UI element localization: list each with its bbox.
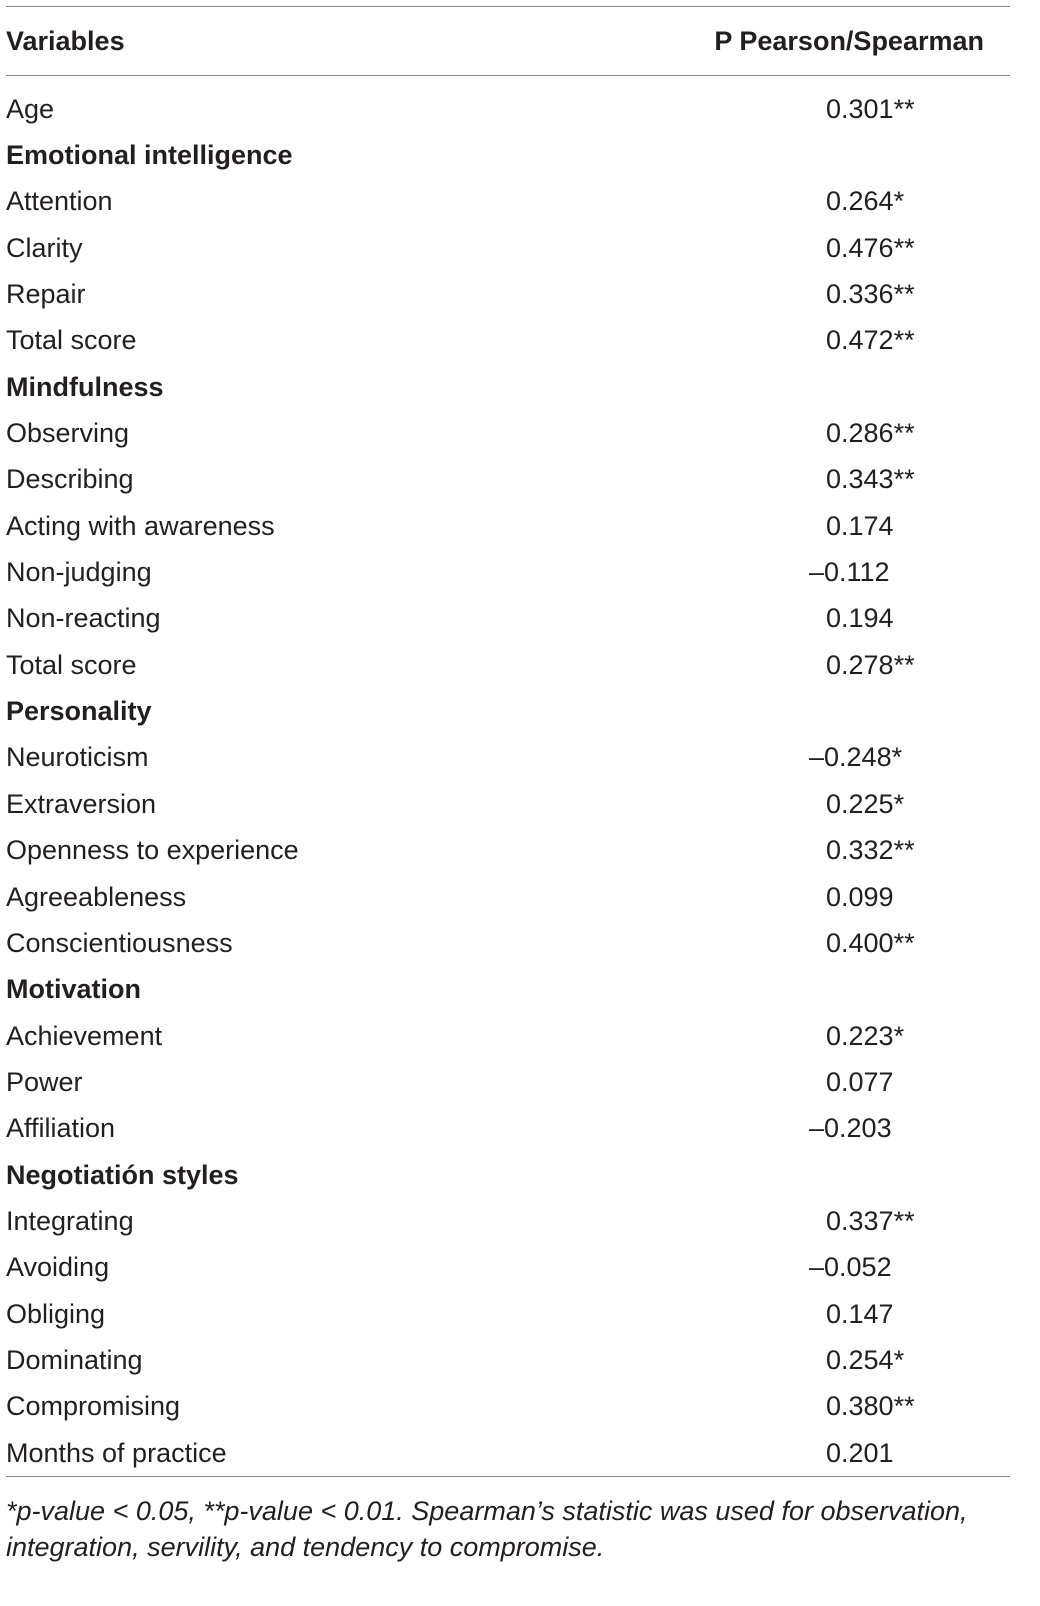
table-row xyxy=(6,828,1010,874)
variable-label: Non-judging xyxy=(6,557,152,588)
correlation-value: 0.380** xyxy=(826,1391,915,1422)
correlation-value: 0.472** xyxy=(826,325,915,356)
variable-label: Obliging xyxy=(6,1298,106,1329)
variable-label: Avoiding xyxy=(6,1252,110,1283)
section-row xyxy=(6,132,1010,178)
section-row xyxy=(6,967,1010,1013)
variable-label: Agreeableness xyxy=(6,881,187,912)
variable-label: Affiliation xyxy=(6,1113,116,1144)
table-row xyxy=(6,549,1010,595)
variable-label: Observing xyxy=(6,418,130,449)
variable-label: Integrating xyxy=(6,1205,134,1236)
table-row xyxy=(6,503,1010,549)
variable-label: Achievement xyxy=(6,1020,163,1051)
correlation-value: –0.203 xyxy=(809,1113,892,1144)
variable-label: Extraversion xyxy=(6,788,157,819)
correlation-value: 0.174 xyxy=(826,510,894,541)
table-row xyxy=(6,735,1010,781)
section-row xyxy=(6,1152,1010,1198)
section-label: Emotional intelligence xyxy=(6,140,293,171)
variable-label: Power xyxy=(6,1066,83,1097)
table-row xyxy=(6,1013,1010,1059)
variable-label: Describing xyxy=(6,464,134,495)
variable-label: Attention xyxy=(6,186,113,217)
table-body xyxy=(6,76,1010,1476)
table-row xyxy=(6,1245,1010,1291)
variable-label: Neuroticism xyxy=(6,742,149,773)
header-statistic: P Pearson/Spearman xyxy=(714,25,984,56)
table-footnote: *p-value < 0.05, **p-value < 0.01. Spearman’s statistic was used for observation, integration, servility, and tendency to compromise. xyxy=(6,1496,968,1563)
correlation-value: 0.336** xyxy=(826,279,915,310)
correlation-value: 0.147 xyxy=(826,1298,894,1329)
section-label: Mindfulness xyxy=(6,371,164,402)
table-row xyxy=(6,179,1010,225)
correlation-value: 0.223* xyxy=(826,1020,905,1051)
table-row xyxy=(6,781,1010,827)
section-label: Personality xyxy=(6,696,152,727)
table-row xyxy=(6,596,1010,642)
table-row xyxy=(6,1430,1010,1476)
correlation-value: 0.343** xyxy=(826,464,915,495)
correlation-value: 0.264* xyxy=(826,186,905,217)
table-row xyxy=(6,318,1010,364)
correlation-value: –0.248* xyxy=(809,742,903,773)
correlation-table xyxy=(6,6,1010,1565)
variable-label: Clarity xyxy=(6,232,83,263)
variable-label: Repair xyxy=(6,279,86,310)
table-row xyxy=(6,874,1010,920)
correlation-value: 0.332** xyxy=(826,835,915,866)
variable-label: Conscientiousness xyxy=(6,927,233,958)
section-row xyxy=(6,688,1010,734)
variable-label: Compromising xyxy=(6,1391,181,1422)
variable-label: Acting with awareness xyxy=(6,510,275,541)
variable-label: Openness to experience xyxy=(6,835,299,866)
table-row xyxy=(6,1198,1010,1244)
section-label: Negotiatión styles xyxy=(6,1159,239,1190)
table-row xyxy=(6,920,1010,966)
correlation-value: 0.194 xyxy=(826,603,894,634)
table-row xyxy=(6,457,1010,503)
table-row xyxy=(6,642,1010,688)
correlation-value: 0.476** xyxy=(826,232,915,263)
table-row xyxy=(6,271,1010,317)
variable-label: Dominating xyxy=(6,1344,143,1375)
correlation-value: 0.099 xyxy=(826,881,894,912)
variable-label: Total score xyxy=(6,649,137,680)
bottom-rule xyxy=(6,1476,1010,1477)
header-variables: Variables xyxy=(6,25,125,56)
correlation-value: 0.077 xyxy=(826,1066,894,1097)
variable-label: Age xyxy=(6,93,55,124)
correlation-value: –0.052 xyxy=(809,1252,892,1283)
variable-label: Months of practice xyxy=(6,1437,227,1468)
section-row xyxy=(6,364,1010,410)
table-row xyxy=(6,1106,1010,1152)
table-row xyxy=(6,1059,1010,1105)
variable-label: Total score xyxy=(6,325,137,356)
table-row xyxy=(6,1291,1010,1337)
correlation-value: 0.286** xyxy=(826,418,915,449)
correlation-value: 0.201 xyxy=(826,1437,894,1468)
correlation-value: 0.254* xyxy=(826,1344,905,1375)
table-row xyxy=(6,225,1010,271)
section-label: Motivation xyxy=(6,974,141,1005)
table-row xyxy=(6,1384,1010,1430)
correlation-value: 0.225* xyxy=(826,788,905,819)
correlation-value: 0.278** xyxy=(826,649,915,680)
correlation-value: 0.400** xyxy=(826,927,915,958)
table-row xyxy=(6,86,1010,132)
correlation-value: 0.337** xyxy=(826,1205,915,1236)
variable-label: Non-reacting xyxy=(6,603,161,634)
correlation-value: –0.112 xyxy=(809,557,890,588)
table-header xyxy=(6,7,1010,75)
table-row xyxy=(6,410,1010,456)
correlation-value: 0.301** xyxy=(826,93,915,124)
table-row xyxy=(6,1337,1010,1383)
